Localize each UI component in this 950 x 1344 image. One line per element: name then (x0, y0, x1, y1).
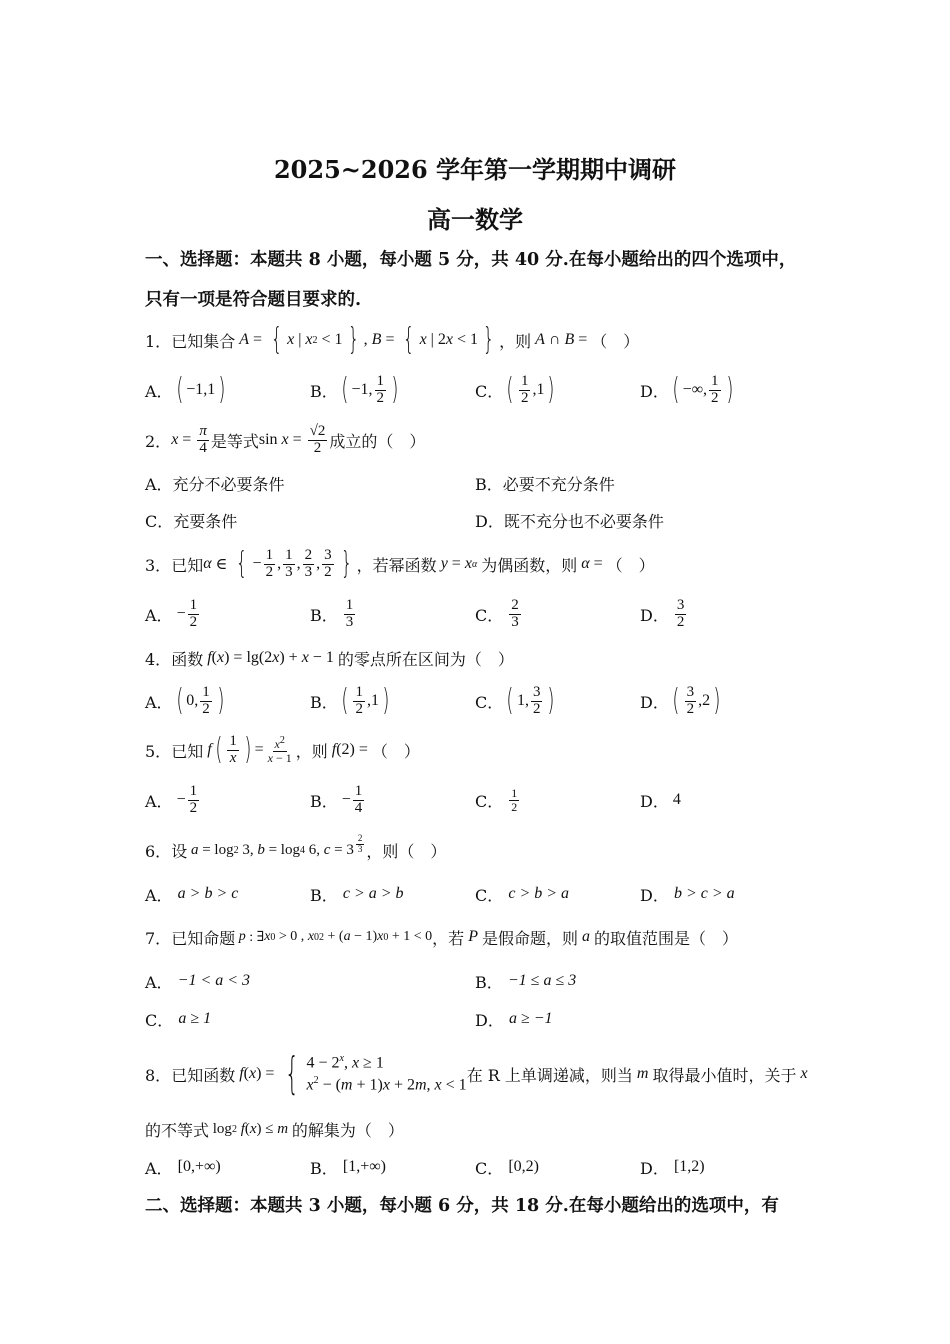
question-3-options (145, 594, 815, 634)
x-equals-expression: x = $\frac{\pi}{4}$ (171, 422, 207, 456)
option-c: C． ( 1, $\frac{3}{2}$ ) (475, 683, 555, 718)
answer-blank: （ ） (606, 555, 655, 575)
question-6-options (145, 874, 815, 914)
intersection-expression: A ∩ B = (535, 331, 592, 348)
option-label: B． (310, 1158, 338, 1178)
alpha-set-expression: α ∈ { − $\frac{1}{2}$ , $\frac{1}{3}$ , $\frac{2}{3}$ , $\frac{3}{2}$ } (203, 546, 352, 581)
alpha-equals: α = (581, 555, 607, 572)
option-label: A． (145, 791, 173, 811)
option-a (145, 1147, 221, 1187)
option-b: B． − $\frac{1}{4}$ (310, 782, 363, 816)
question-number: 7． (145, 928, 172, 948)
option-b (475, 961, 576, 1001)
option-label: D． (640, 605, 669, 625)
question-8 (145, 1046, 815, 1102)
option-label: D． (640, 791, 669, 811)
question-text: 已知函数 (171, 1065, 236, 1085)
question-5-options (145, 780, 815, 820)
f2-expression: f (2) = (331, 741, 372, 758)
option-d (640, 780, 681, 820)
question-text: 的解集为（ ） (291, 1120, 404, 1140)
option-label: A． (145, 605, 173, 625)
function-definition: f ( $\frac{1}{x}$ ) = $\frac{x^2}{x - 1}$ (207, 732, 292, 767)
option-value: −1 ≤ a ≤ 3 (507, 972, 577, 989)
section2-instructions (145, 1186, 815, 1226)
option-label: D． (475, 1010, 504, 1030)
option-value: 4 (672, 791, 681, 808)
question-text: 的取值范围是（ ） (593, 928, 738, 948)
a-variable: a (581, 928, 590, 945)
question-2-options-row1 (145, 463, 815, 503)
question-text: 设 (171, 841, 188, 861)
option-a: A．充分不必要条件 (145, 474, 285, 494)
option-label: A． (145, 381, 173, 401)
m-variable: m (636, 1065, 649, 1082)
question-4-options (145, 681, 815, 721)
question-text: 已知 (171, 555, 204, 575)
option-label: C． (475, 885, 504, 905)
answer-blank: （ ） (591, 331, 640, 351)
option-value: a ≥ −1 (508, 1010, 553, 1027)
question-text: ，则 (295, 741, 328, 761)
option-label: D． (640, 692, 669, 712)
option-value: a ≥ 1 (178, 1010, 212, 1027)
option-b: B． ( $\frac{1}{2}$ ,1 ) (310, 683, 390, 718)
option-label: B． (475, 972, 503, 992)
question-1 (145, 322, 815, 358)
question-1-options (145, 370, 815, 410)
question-text: 的零点所在区间为（ ） (337, 649, 514, 669)
option-value: [0,2) (508, 1158, 539, 1175)
option-a: A． − $\frac{1}{2}$ (145, 596, 198, 630)
option-c (145, 999, 211, 1039)
question-2-options-row2 (145, 500, 815, 540)
question-text: 取得最小值时，关于 (652, 1065, 797, 1085)
question-text: 为偶函数，则 (481, 555, 578, 575)
question-number: 2． (145, 431, 172, 451)
page-title: 2025~2026 学年第一学期期中调研 (273, 155, 677, 184)
question-number: 5． (145, 741, 172, 761)
option-value: b > c > a (673, 885, 735, 902)
option-value: c > a > b (342, 885, 404, 902)
option-value: [1,2) (673, 1158, 705, 1175)
question-text: 已知集合 (171, 331, 236, 351)
question-text: ，若 (432, 928, 465, 948)
option-label: C． (475, 381, 504, 401)
option-a: A． − $\frac{1}{2}$ (145, 782, 198, 816)
question-text: 已知命题 (171, 928, 236, 948)
option-a (145, 874, 238, 914)
option-d: D．既不充分也不必要条件 (475, 511, 664, 531)
option-d: D． $\frac{3}{2}$ (640, 596, 685, 630)
option-c (475, 1147, 539, 1187)
option-label: C． (145, 1010, 174, 1030)
question-7 (145, 920, 815, 954)
power-function-expression: y = x α (440, 555, 478, 572)
option-b: B． $\frac{1}{3}$ (310, 596, 354, 630)
question-number: 8． (145, 1065, 172, 1085)
option-label: C． (475, 791, 504, 811)
option-label: B． (310, 692, 338, 712)
question-7-options-row1 (145, 961, 815, 1001)
question-number: 3． (145, 555, 172, 575)
question-number: 6． (145, 841, 172, 861)
section2-line1: 二、选择题：本题共 3 小题，每小题 6 分，共 18 分.在每小题给出的选项中，有 (145, 1196, 779, 1216)
question-text: ，若幂函数 (356, 555, 437, 575)
option-d: D． ( −∞, $\frac{1}{2}$ ) (640, 372, 733, 407)
question-5 (145, 730, 815, 770)
option-label: D． (640, 1158, 669, 1178)
question-7-options-row2 (145, 999, 815, 1039)
x-variable: x (800, 1065, 808, 1082)
function-expression: f ( x ) = lg(2 x ) + x − 1 (207, 649, 338, 666)
answer-blank: （ ） (371, 741, 420, 761)
option-value: a > b > c (177, 885, 239, 902)
option-value: [0,+∞) (177, 1158, 221, 1175)
option-label: C． (475, 605, 504, 625)
set-a-expression: A = { x | x 2 < 1 } , B = { x | 2 x < 1 } (239, 322, 495, 357)
question-text: 已知 (171, 741, 204, 761)
question-number: 1． (145, 331, 172, 351)
option-value: c > b > a (508, 885, 570, 902)
question-8-options (145, 1147, 815, 1187)
section1-line2: 只有一项是符合题目要求的. (145, 290, 362, 310)
option-label: B． (310, 605, 338, 625)
option-c: C．充要条件 (145, 511, 238, 531)
question-text: ，则 (499, 331, 532, 351)
section1-instructions (145, 240, 815, 320)
p-variable: P (468, 928, 478, 945)
option-label: A． (145, 692, 173, 712)
question-text: 的不等式 (145, 1120, 210, 1140)
option-b (310, 1147, 386, 1187)
option-d: D． ( $\frac{3}{2}$ ,2 ) (640, 683, 721, 718)
question-text: 函数 (171, 649, 204, 669)
option-c (475, 874, 569, 914)
option-a: A． ( 0, $\frac{1}{2}$ ) (145, 683, 225, 718)
proposition-expression: p : ∃ x 0 > 0 , x 0 2 + ( a − 1) x 0 + 1 < 0 (238, 929, 433, 945)
question-3 (145, 544, 815, 584)
option-label: A． (145, 885, 173, 905)
option-b: B．必要不充分条件 (475, 474, 615, 494)
log-inequality: log 2 f ( x ) ≤ m (209, 1120, 289, 1137)
question-text: 是等式 (210, 431, 259, 451)
option-c: C． ( $\frac{1}{2}$ ,1 ) (475, 372, 555, 407)
question-text: ，则（ ） (366, 841, 447, 861)
page-subtitle: 高一数学 (427, 205, 523, 234)
option-d (640, 1147, 705, 1187)
option-label: B． (310, 885, 338, 905)
section1-line1: 一、选择题：本题共 8 小题，每小题 5 分，共 40 分.在每小题给出的四个选项中， (145, 250, 797, 270)
option-d (640, 874, 735, 914)
option-label: C． (475, 1158, 504, 1178)
option-label: A． (145, 1158, 173, 1178)
option-value: −1 < a < 3 (177, 972, 251, 989)
question-6 (145, 832, 815, 868)
option-a (145, 961, 250, 1001)
question-number: 4． (145, 649, 172, 669)
question-text: 成立的（ ） (329, 431, 426, 451)
option-label: B． (310, 791, 338, 811)
option-label: B． (310, 381, 338, 401)
option-b (310, 874, 404, 914)
option-value: [1,+∞) (342, 1158, 386, 1175)
question-text: 在 R 上单调递减，则当 (466, 1065, 633, 1085)
option-c: C． $\frac{2}{3}$ (475, 596, 519, 630)
option-b: B． ( −1, $\frac{1}{2}$ ) (310, 372, 399, 407)
option-d (475, 999, 553, 1039)
abc-definitions: a = log 2 3, b = log 4 6, c = 3 $^{\frac{2}{3}}$ (190, 833, 363, 858)
question-8-continued (145, 1112, 815, 1146)
sin-expression: sin x = $\frac{√2}{2}$ (258, 422, 326, 456)
question-4 (145, 642, 815, 674)
option-label: A． (145, 972, 173, 992)
piecewise-function: f ( x ) = { $4 - 2^x$, x ≥ 1 $x^2 - (m + 1)x + 2m$, x < 1 (239, 1048, 467, 1099)
option-a: A． ( −1,1 ) (145, 372, 226, 407)
question-2 (145, 418, 815, 462)
option-label: C． (475, 692, 504, 712)
option-label: D． (640, 381, 669, 401)
option-label: D． (640, 885, 669, 905)
question-text: 是假命题，则 (481, 928, 578, 948)
option-c: C． $\frac{1}{2}$ (475, 785, 518, 814)
